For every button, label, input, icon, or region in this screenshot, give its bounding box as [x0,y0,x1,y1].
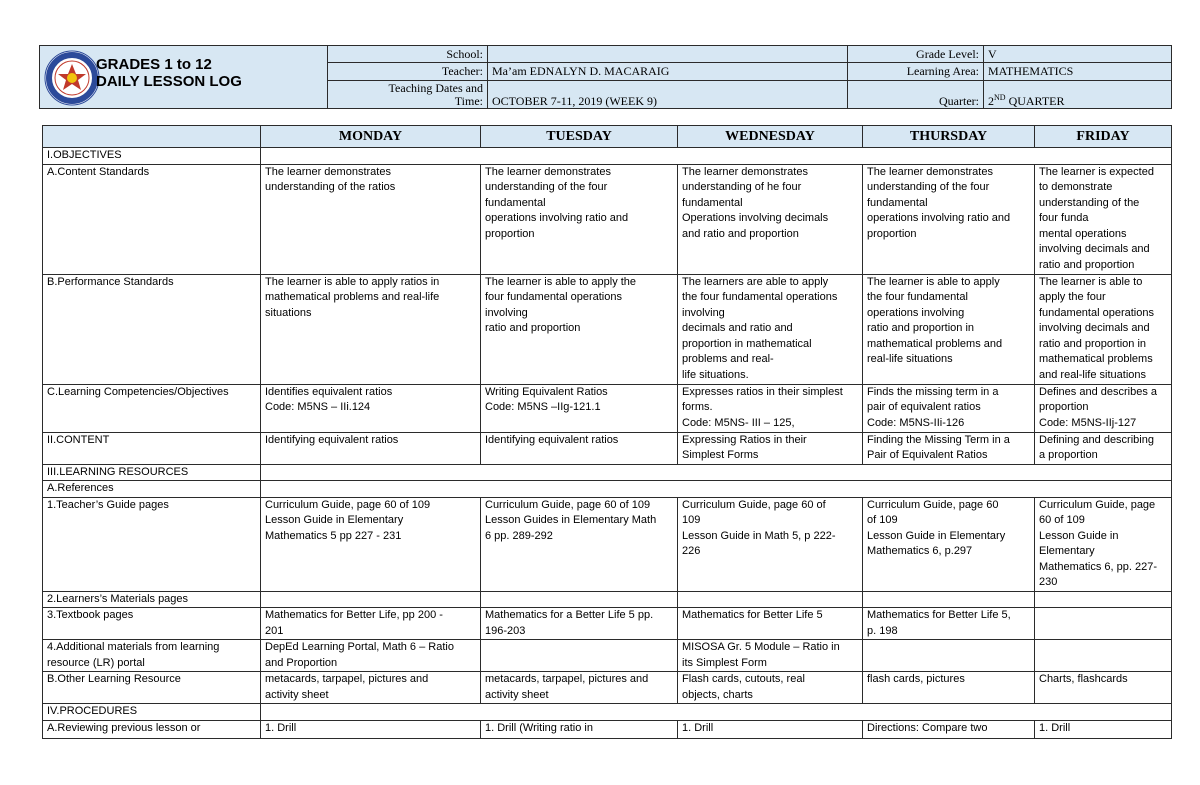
lesson-log-header [39,45,1172,109]
row-label: 2.Learners’s Materials pages [43,591,261,608]
day-cell: The learner demonstrates understanding of he four fundamental Operations involving decimals and ratio and proportion [678,164,863,274]
day-cell: Defines and describes a proportion Code: M5NS-IIj-127 [1035,384,1172,432]
day-cell [1035,591,1172,608]
day-cell: 1. Drill (Writing ratio in [481,720,678,738]
teaching-dates-label: Teaching Dates and Time: [328,80,488,108]
section-row [43,704,1172,721]
day-cell: Curriculum Guide, page 60 of 109 Lesson Guides in Elementary Math 6 pp. 289-292 [481,497,678,591]
day-cell: Finding the Missing Term in a Pair of Equivalent Ratios [863,432,1035,464]
day-cell: The learners are able to apply the four fundamental operations involving decimals and ratio and proportion in mathematical problems and real- life situations. [678,274,863,384]
table-row [43,591,1172,608]
row-label: III.LEARNING RESOURCES [43,464,261,481]
day-cell: The learner is expected to demonstrate understanding of the four funda mental operations involving decimals and ratio and proportion [1035,164,1172,274]
row-label: IV.PROCEDURES [43,704,261,721]
day-cell: Mathematics for Better Life, pp 200 - 201 [261,608,481,640]
day-cell [261,591,481,608]
day-cell [1035,640,1172,672]
table-row [43,384,1172,432]
day-cell: Curriculum Guide, page 60 of 109 Lesson Guide in Elementary Mathematics 6, p.297 [863,497,1035,591]
table-row [43,432,1172,464]
row-label: 1.Teacher’s Guide pages [43,497,261,591]
grade-level-value: V [984,46,1172,63]
day-cell: The learner is able to apply the four fundamental operations involving ratio and proportion in mathematical problems and real-life situations [863,274,1035,384]
day-cell: Curriculum Guide, page 60 of 109 Lesson Guide in Elementary Mathematics 6, pp. 227- 230 [1035,497,1172,591]
day-cell [1035,608,1172,640]
day-cell: The learner is able to apply the four fundamental operations involving decimals and ratio and proportion in mathematical problems and real-life situations [1035,274,1172,384]
day-cell [863,591,1035,608]
day-cell: Expresses ratios in their simplest forms. Code: M5NS- III – 125, [678,384,863,432]
school-value [488,46,848,63]
day-cell: MISOSA Gr. 5 Module – Ratio in its Simplest Form [678,640,863,672]
header-title-line2: DAILY LESSON LOG [96,73,242,90]
row-label: B.Performance Standards [43,274,261,384]
section-row [43,464,1172,481]
day-cell: Expressing Ratios in their Simplest Forms [678,432,863,464]
day-cell: Flash cards, cutouts, real objects, charts [678,672,863,704]
day-cell: Mathematics for a Better Life 5 pp. 196-203 [481,608,678,640]
row-label: 3.Textbook pages [43,608,261,640]
day-cell: Curriculum Guide, page 60 of 109 Lesson Guide in Elementary Mathematics 5 pp 227 - 231 [261,497,481,591]
day-cell: Curriculum Guide, page 60 of 109 Lesson Guide in Math 5, p 222- 226 [678,497,863,591]
section-spacer [261,481,1172,498]
deped-seal-icon [44,50,100,106]
day-cell: metacards, tarpapel, pictures and activity sheet [261,672,481,704]
day-cell: 1. Drill [1035,720,1172,738]
day-header: FRIDAY [1035,126,1172,148]
row-label: 4.Additional materials from learning resource (LR) portal [43,640,261,672]
quarter-label: Quarter: [848,80,984,108]
school-label: School: [328,46,488,63]
day-cell: The learner demonstrates understanding of the four fundamental operations involving ratio and proportion [863,164,1035,274]
teaching-dates-value: OCTOBER 7-11, 2019 (WEEK 9) [488,80,848,108]
table-row [43,274,1172,384]
day-cell: Mathematics for Better Life 5, p. 198 [863,608,1035,640]
day-cell: metacards, tarpapel, pictures and activity sheet [481,672,678,704]
section-spacer [261,464,1172,481]
section-row [43,148,1172,165]
day-header: TUESDAY [481,126,678,148]
row-label: C.Learning Competencies/Objectives [43,384,261,432]
day-cell: Identifying equivalent ratios [481,432,678,464]
header-title-cell [40,46,328,109]
day-cell: The learner is able to apply the four fundamental operations involving ratio and proportion [481,274,678,384]
day-cell: Identifying equivalent ratios [261,432,481,464]
learning-area-value: MATHEMATICS [984,63,1172,80]
day-cell: The learner is able to apply ratios in mathematical problems and real-life situations [261,274,481,384]
day-cell: Mathematics for Better Life 5 [678,608,863,640]
grade-level-label: Grade Level: [848,46,984,63]
row-label: II.CONTENT [43,432,261,464]
section-spacer [261,704,1172,721]
day-cell: Identifies equivalent ratios Code: M5NS – IIi.124 [261,384,481,432]
lesson-log-table [42,125,1172,739]
table-row [43,608,1172,640]
row-label: A.References [43,481,261,498]
day-cell [481,591,678,608]
day-cell: The learner demonstrates understanding of the four fundamental operations involving ratio and proportion [481,164,678,274]
day-cell [481,640,678,672]
header-title-line1: GRADES 1 to 12 [96,56,212,73]
day-cell: 1. Drill [678,720,863,738]
learning-area-label: Learning Area: [848,63,984,80]
row-label: I.OBJECTIVES [43,148,261,165]
day-cell: Finds the missing term in a pair of equivalent ratios Code: M5NS-IIi-126 [863,384,1035,432]
teacher-value: Ma’am EDNALYN D. MACARAIG [488,63,848,80]
section-row [43,481,1172,498]
quarter-value: 2ND QUARTER [984,80,1172,108]
table-row [43,164,1172,274]
day-header: THURSDAY [863,126,1035,148]
row-label: A.Content Standards [43,164,261,274]
table-row [43,720,1172,738]
teacher-label: Teacher: [328,63,488,80]
day-cell: Directions: Compare two [863,720,1035,738]
day-cell: The learner demonstrates understanding of the ratios [261,164,481,274]
table-row [43,640,1172,672]
section-spacer [261,148,1172,165]
day-header: WEDNESDAY [678,126,863,148]
day-cell [678,591,863,608]
day-cell: DepEd Learning Portal, Math 6 – Ratio and Proportion [261,640,481,672]
day-cell: Defining and describing a proportion [1035,432,1172,464]
day-cell: 1. Drill [261,720,481,738]
table-row [43,497,1172,591]
day-cell: Charts, flashcards [1035,672,1172,704]
day-cell: flash cards, pictures [863,672,1035,704]
table-row [43,672,1172,704]
row-label: B.Other Learning Resource [43,672,261,704]
row-label: A.Reviewing previous lesson or [43,720,261,738]
corner-header [43,126,261,148]
day-cell [863,640,1035,672]
day-header: MONDAY [261,126,481,148]
day-cell: Writing Equivalent Ratios Code: M5NS –IIg-121.1 [481,384,678,432]
